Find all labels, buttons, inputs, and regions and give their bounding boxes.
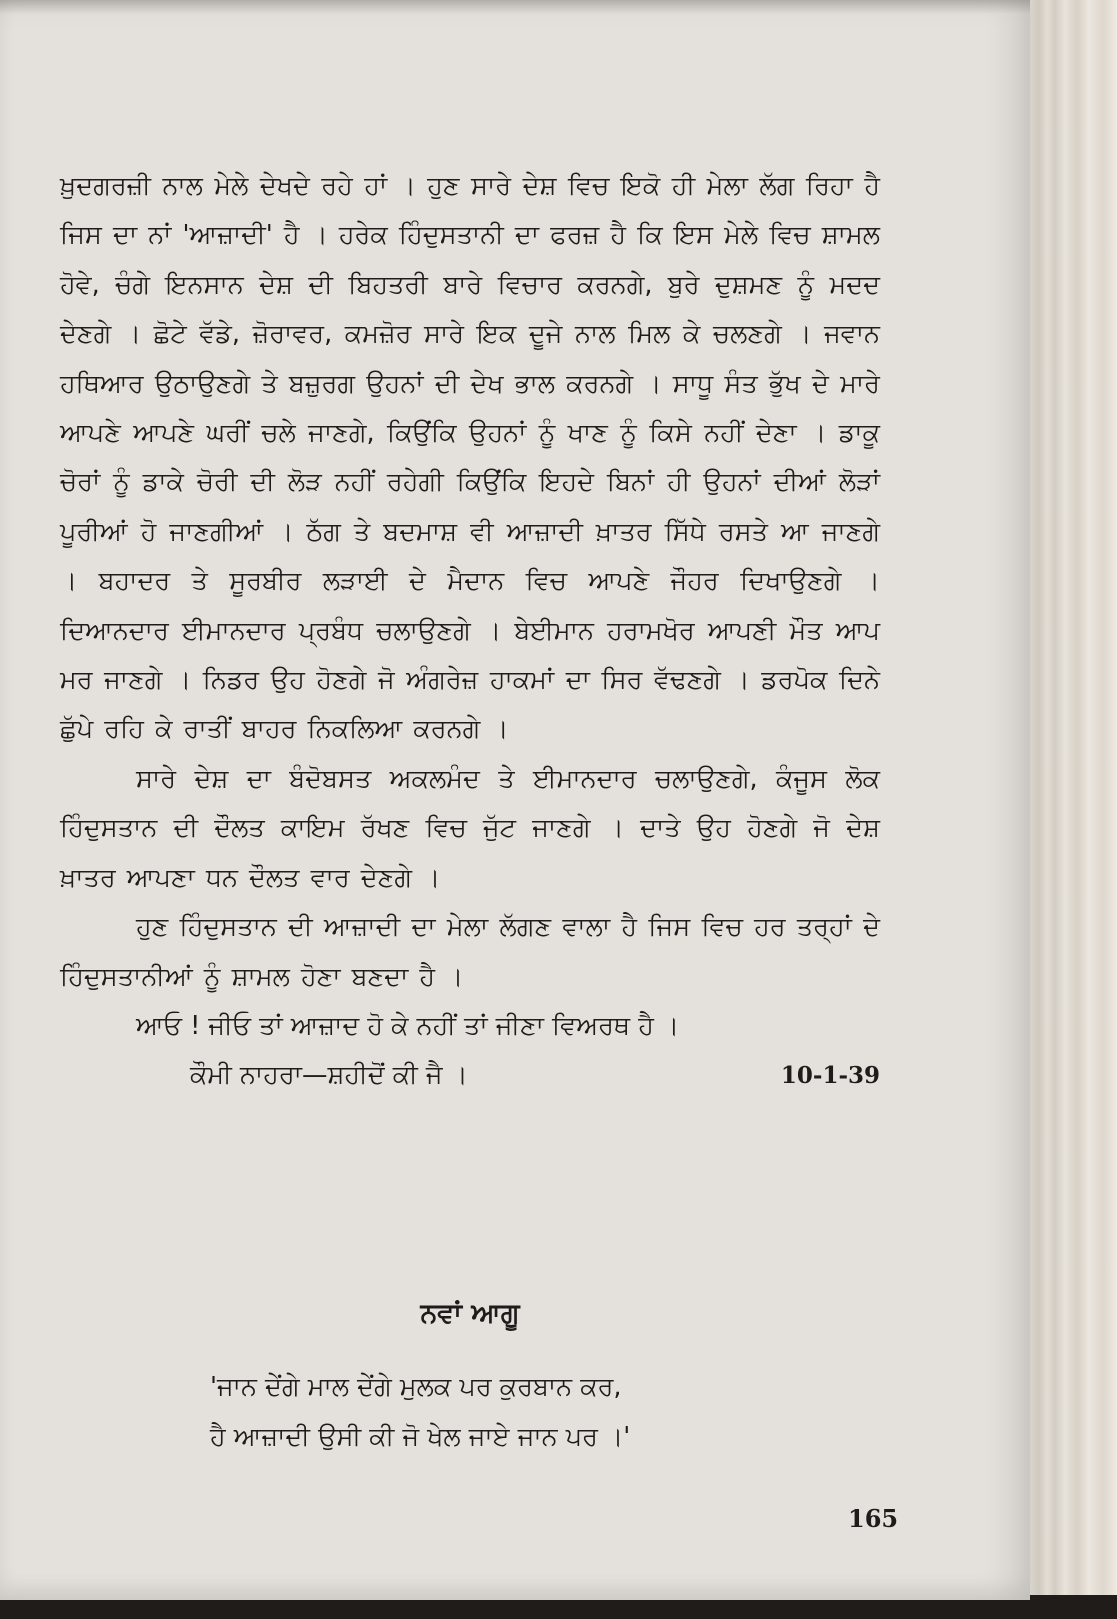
body-text — [60, 162, 880, 1101]
page-number: 165 — [848, 1504, 899, 1533]
closing-line: ਆਓ ! ਜੀਓ ਤਾਂ ਆਜ਼ਾਦ ਹੋ ਕੇ ਨਹੀਂ ਤਾਂ ਜੀਣਾ ਵਿਅਰਥ ਹੈ । — [136, 1010, 680, 1041]
couplet-line: 'ਜਾਨ ਦੇਂਗੇ ਮਾਲ ਦੇਂਗੇ ਮੁਲਕ ਪਰ ਕੁਰਬਾਨ ਕਰ, — [210, 1372, 622, 1402]
section-title: ਨਵਾਂ ਆਗੂ — [420, 1298, 520, 1329]
paragraph-continued: ਖ਼ੁਦਗਰਜ਼ੀ ਨਾਲ ਮੇਲੇ ਦੇਖਦੇ ਰਹੇ ਹਾਂ । ਹੁਣ ਸਾਰੇ ਦੇਸ਼ ਵਿਚ ਇਕੋ ਹੀ ਮੇਲਾ ਲੱਗ ਰਿਹਾ ਹੈ ਜਿਸ ਦਾ ਨਾਂ 'ਆਜ਼ਾਦੀ' ਹੈ । ਹਰੇਕ ਹਿੰਦੁਸਤਾਨੀ ਦਾ ਫਰਜ਼ ਹੈ ਕਿ ਇਸ ਮੇਲੇ ਵਿਚ ਸ਼ਾਮਲ ਹੋਵੇ, ਚੰਗੇ ਇਨਸਾਨ ਦੇਸ਼ ਦੀ ਬਿਹਤਰੀ ਬਾਰੇ ਵਿਚਾਰ ਕਰਨਗੇ, ਬੁਰੇ ਦੁਸ਼ਮਣ ਨੂੰ ਮਦਦ ਦੇਣਗੇ । ਛੋਟੇ ਵੱਡੇ, ਜ਼ੋਰਾਵਰ, ਕਮਜ਼ੋਰ ਸਾਰੇ ਇਕ ਦੂਜੇ ਨਾਲ ਮਿਲ ਕੇ ਚਲਣਗੇ । ਜਵਾਨ ਹਥਿਆਰ ਉਠਾਉਣਗੇ ਤੇ ਬਜ਼ੁਰਗ ਉਹਨਾਂ ਦੀ ਦੇਖ ਭਾਲ ਕਰਨਗੇ । ਸਾਧੂ ਸੰਤ ਭੁੱਖ ਦੇ ਮਾਰੇ ਆਪਣੇ ਆਪਣੇ ਘਰੀਂ ਚਲੇ ਜਾਣਗੇ, ਕਿਉਂਕਿ ਉਹਨਾਂ ਨੂੰ ਖਾਣ ਨੂੰ ਕਿਸੇ ਨਹੀਂ ਦੇਣਾ । ਡਾਕੂ ਚੋਰਾਂ ਨੂੰ ਡਾਕੇ ਚੋਰੀ ਦੀ ਲੋੜ ਨਹੀਂ ਰਹੇਗੀ ਕਿਉਂਕਿ ਇਹਦੇ ਬਿਨਾਂ ਹੀ ਉਹਨਾਂ ਦੀਆਂ ਲੋੜਾਂ ਪੂਰੀਆਂ ਹੋ ਜਾਣਗੀਆਂ । ਠੱਗ ਤੇ ਬਦਮਾਸ਼ ਵੀ ਆਜ਼ਾਦੀ ਖ਼ਾਤਰ ਸਿੱਧੇ ਰਸਤੇ ਆ ਜਾਣਗੇ । ਬਹਾਦਰ ਤੇ ਸੂਰਬੀਰ ਲੜਾਈ ਦੇ ਮੈਦਾਨ ਵਿਚ ਆਪਣੇ ਜੌਹਰ ਦਿਖਾਉਣਗੇ । ਦਿਆਨਦਾਰ ਈਮਾਨਦਾਰ ਪ੍ਰਬੰਧ ਚਲਾਉਣਗੇ । ਬੇਈਮਾਨ ਹਰਾਮਖੋਰ ਆਪਣੀ ਮੌਤ ਆਪ ਮਰ ਜਾਣਗੇ । ਨਿਡਰ ਉਹ ਹੋਣਗੇ ਜੋ ਅੰਗਰੇਜ਼ ਹਾਕਮਾਂ ਦਾ ਸਿਰ ਵੱਢਣਗੇ । ਡਰਪੋਕ ਦਿਨੇ ਛੁੱਪੇ ਰਹਿ ਕੇ ਰਾਤੀਂ ਬਾਹਰ ਨਿਕਲਿਆ ਕਰਨਗੇ । — [60, 171, 880, 745]
book-page-edges — [1025, 0, 1117, 1619]
slogan-row — [60, 1051, 880, 1100]
date: 10-1-39 — [780, 1062, 880, 1090]
page-shadow — [0, 0, 1030, 14]
paragraph: ਸਾਰੇ ਦੇਸ਼ ਦਾ ਬੰਦੋਬਸਤ ਅਕਲਮੰਦ ਤੇ ਈਮਾਨਦਾਰ ਚਲਾਉਣਗੇ, ਕੰਜੂਸ ਲੋਕ ਹਿੰਦੁਸਤਾਨ ਦੀ ਦੌਲਤ ਕਾਇਮ ਰੱਖਣ ਵਿਚ ਜੁੱਟ ਜਾਣਗੇ । ਦਾਤੇ ਉਹ ਹੋਣਗੇ ਜੋ ਦੇਸ਼ ਖ਼ਾਤਰ ਆਪਣਾ ਧਨ ਦੌਲਤ ਵਾਰ ਦੇਣਗੇ । — [60, 763, 880, 893]
couplet-line: ਹੈ ਆਜ਼ਾਦੀ ਉਸੀ ਕੀ ਜੋ ਖੇਲ ਜਾਏ ਜਾਨ ਪਰ ।' — [210, 1422, 631, 1452]
epigraph-couplet — [210, 1362, 630, 1462]
paragraph: ਹੁਣ ਹਿੰਦੁਸਤਾਨ ਦੀ ਆਜ਼ਾਦੀ ਦਾ ਮੇਲਾ ਲੱਗਣ ਵਾਲਾ ਹੈ ਜਿਸ ਵਿਚ ਹਰ ਤਰ੍ਹਾਂ ਦੇ ਹਿੰਦੁਸਤਾਨੀਆਂ ਨੂੰ ਸ਼ਾਮਲ ਹੋਣਾ ਬਣਦਾ ਹੈ । — [60, 912, 880, 992]
slogan: ਕੌਮੀ ਨਾਹਰਾ—ਸ਼ਹੀਦੋਂ ਕੀ ਜੈ । — [190, 1060, 468, 1091]
